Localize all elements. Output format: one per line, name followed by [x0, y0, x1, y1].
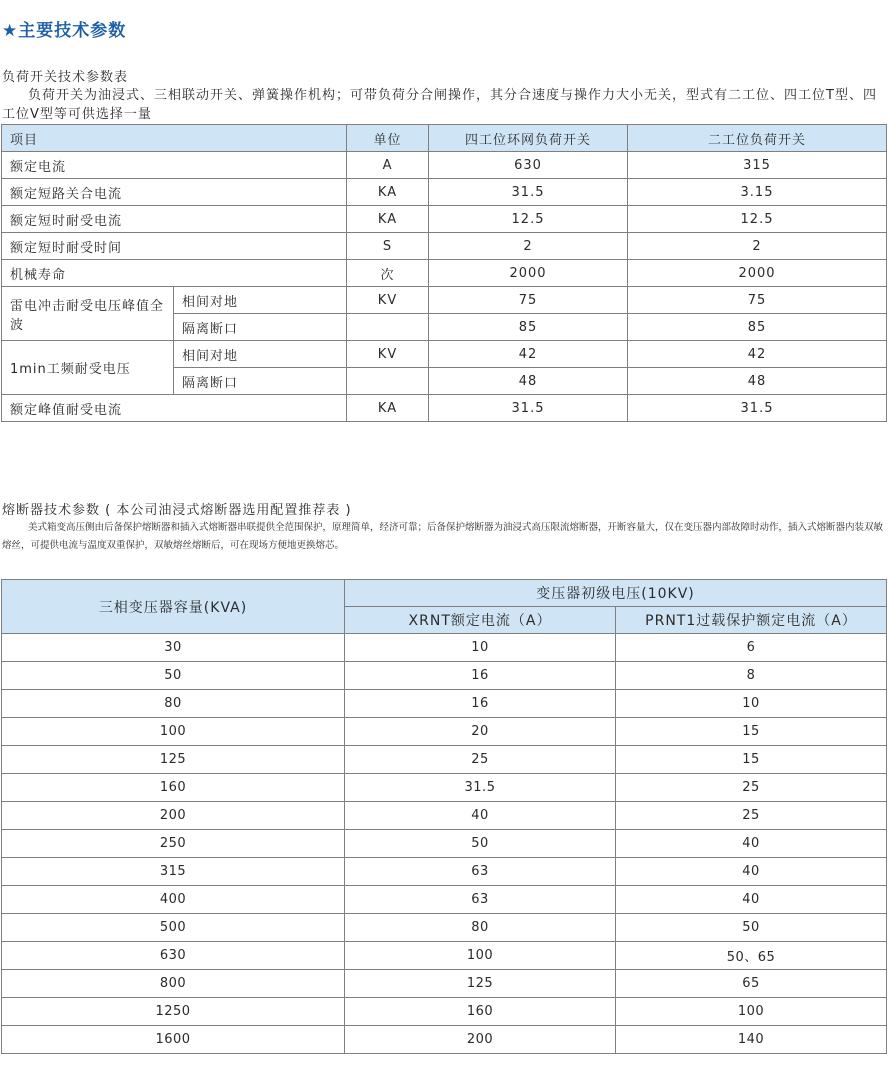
- row-capacity: 30: [2, 634, 345, 662]
- row-xrnt: 125: [345, 970, 616, 998]
- row-value-four: 31.5: [429, 395, 628, 422]
- table-row: [2, 914, 887, 942]
- row-capacity: 1250: [2, 998, 345, 1026]
- row-value-two: 31.5: [628, 395, 887, 422]
- row-group-label: 雷电冲击耐受电压峰值全波: [2, 287, 174, 341]
- row-prnt: 15: [616, 746, 887, 774]
- row-unit: A: [347, 152, 429, 179]
- header-unit: 单位: [347, 125, 429, 152]
- row-value-four: 48: [429, 368, 628, 395]
- row-unit: S: [347, 233, 429, 260]
- table-row: [2, 690, 887, 718]
- row-unit: KV: [347, 341, 429, 368]
- table-row: [2, 1026, 887, 1054]
- row-unit: 次: [347, 260, 429, 287]
- header-capacity: 三相变压器容量(KVA): [2, 580, 345, 634]
- header-xrnt: XRNT额定电流（A）: [345, 607, 616, 634]
- table-row: [2, 206, 887, 233]
- row-capacity: 250: [2, 830, 345, 858]
- table-row: [2, 746, 887, 774]
- fuse-table-body: [2, 634, 887, 1054]
- row-xrnt: 63: [345, 858, 616, 886]
- fuse-description-text: 美式箱变高压侧由后备保护熔断器和插入式熔断器串联提供全范围保护，原理简单，经济可靠；后备保护熔断器为油浸式高压限流熔断器，开断容量大，仅在变压器内部故障时动作，插入式熔断器内装双敏熔丝，可提供电流与温度双重保护，双敏熔丝熔断后，可在现场方便地更换熔芯。: [2, 522, 884, 551]
- row-xrnt: 50: [345, 830, 616, 858]
- row-unit: KV: [347, 287, 429, 314]
- row-prnt: 50: [616, 914, 887, 942]
- row-sublabel: 相间对地: [174, 287, 347, 314]
- row-value-four: 42: [429, 341, 628, 368]
- row-label: 额定短时耐受电流: [2, 206, 347, 233]
- row-capacity: 500: [2, 914, 345, 942]
- row-value-two: 75: [628, 287, 887, 314]
- row-xrnt: 63: [345, 886, 616, 914]
- table-row: [2, 634, 887, 662]
- fuse-title: 熔断器技术参数 ( 本公司油浸式熔断器选用配置推荐表 ): [2, 503, 352, 518]
- row-capacity: 125: [2, 746, 345, 774]
- row-value-four: 2: [429, 233, 628, 260]
- row-value-four: 2000: [429, 260, 628, 287]
- load-switch-title: 负荷开关技术参数表: [2, 70, 129, 85]
- row-value-two: 12.5: [628, 206, 887, 233]
- load-switch-description-text: 负荷开关为油浸式、三相联动开关、弹簧操作机构；可带负荷分合闸操作，其分合速度与操作力大小无关，型式有二工位、四工位T型、四工位V型等可供选择一量: [2, 88, 877, 122]
- table-row: [2, 970, 887, 998]
- row-unit-empty: [347, 314, 429, 341]
- page-title: ★主要技术参数: [2, 21, 127, 41]
- header-four-position: 四工位环网负荷开关: [429, 125, 628, 152]
- row-label: 额定短时耐受时间: [2, 233, 347, 260]
- row-prnt: 6: [616, 634, 887, 662]
- row-prnt: 40: [616, 858, 887, 886]
- header-voltage: 变压器初级电压(10KV): [345, 580, 887, 607]
- row-prnt: 25: [616, 774, 887, 802]
- row-unit-empty: [347, 368, 429, 395]
- row-capacity: 315: [2, 858, 345, 886]
- table-row: [2, 233, 887, 260]
- table-row: [2, 662, 887, 690]
- fuse-header-row: [2, 580, 887, 607]
- table-row: [2, 858, 887, 886]
- header-two-position: 二工位负荷开关: [628, 125, 887, 152]
- row-prnt: 65: [616, 970, 887, 998]
- row-capacity: 160: [2, 774, 345, 802]
- header-prnt: PRNT1过载保护额定电流（A）: [616, 607, 887, 634]
- table-row: [2, 802, 887, 830]
- table-row: [2, 886, 887, 914]
- table-row: [2, 287, 887, 314]
- row-sublabel: 隔离断口: [174, 314, 347, 341]
- table-header-row: [2, 125, 887, 152]
- load-switch-table: [1, 124, 887, 422]
- table-row: [2, 774, 887, 802]
- row-sublabel: 隔离断口: [174, 368, 347, 395]
- row-prnt: 25: [616, 802, 887, 830]
- row-prnt: 15: [616, 718, 887, 746]
- row-xrnt: 31.5: [345, 774, 616, 802]
- row-capacity: 50: [2, 662, 345, 690]
- table-row: [2, 152, 887, 179]
- row-value-two: 2000: [628, 260, 887, 287]
- table-row: [2, 718, 887, 746]
- row-prnt: 40: [616, 886, 887, 914]
- load-switch-description: [2, 86, 886, 124]
- row-value-two: 48: [628, 368, 887, 395]
- row-xrnt: 25: [345, 746, 616, 774]
- row-capacity: 800: [2, 970, 345, 998]
- table-row: [2, 395, 887, 422]
- table-row: [2, 260, 887, 287]
- row-prnt: 100: [616, 998, 887, 1026]
- row-label: 额定峰值耐受电流: [2, 395, 347, 422]
- row-value-four: 75: [429, 287, 628, 314]
- row-xrnt: 10: [345, 634, 616, 662]
- row-capacity: 200: [2, 802, 345, 830]
- row-label: 额定短路关合电流: [2, 179, 347, 206]
- row-xrnt: 80: [345, 914, 616, 942]
- row-xrnt: 200: [345, 1026, 616, 1054]
- fuse-description: [2, 519, 886, 555]
- table-row: [2, 341, 887, 368]
- table-row: [2, 998, 887, 1026]
- row-xrnt: 40: [345, 802, 616, 830]
- table-row: [2, 179, 887, 206]
- row-value-two: 85: [628, 314, 887, 341]
- row-capacity: 630: [2, 942, 345, 970]
- row-value-four: 31.5: [429, 179, 628, 206]
- row-capacity: 400: [2, 886, 345, 914]
- row-value-two: 315: [628, 152, 887, 179]
- row-unit: KA: [347, 395, 429, 422]
- header-item: 项目: [2, 125, 347, 152]
- row-label: 机械寿命: [2, 260, 347, 287]
- row-prnt: 40: [616, 830, 887, 858]
- row-capacity: 1600: [2, 1026, 345, 1054]
- row-value-four: 630: [429, 152, 628, 179]
- row-label: 额定电流: [2, 152, 347, 179]
- row-unit: KA: [347, 179, 429, 206]
- row-prnt: 10: [616, 690, 887, 718]
- row-value-four: 85: [429, 314, 628, 341]
- table-row: [2, 830, 887, 858]
- row-prnt: 8: [616, 662, 887, 690]
- row-xrnt: 100: [345, 942, 616, 970]
- row-xrnt: 20: [345, 718, 616, 746]
- row-capacity: 80: [2, 690, 345, 718]
- fuse-table: [1, 579, 887, 1054]
- row-value-two: 2: [628, 233, 887, 260]
- row-xrnt: 16: [345, 690, 616, 718]
- row-value-four: 12.5: [429, 206, 628, 233]
- row-xrnt: 160: [345, 998, 616, 1026]
- row-sublabel: 相间对地: [174, 341, 347, 368]
- row-prnt: 50、65: [616, 942, 887, 970]
- row-capacity: 100: [2, 718, 345, 746]
- row-group-label: 1min工频耐受电压: [2, 341, 174, 395]
- row-unit: KA: [347, 206, 429, 233]
- row-prnt: 140: [616, 1026, 887, 1054]
- row-xrnt: 16: [345, 662, 616, 690]
- row-value-two: 3.15: [628, 179, 887, 206]
- row-value-two: 42: [628, 341, 887, 368]
- table-row: [2, 942, 887, 970]
